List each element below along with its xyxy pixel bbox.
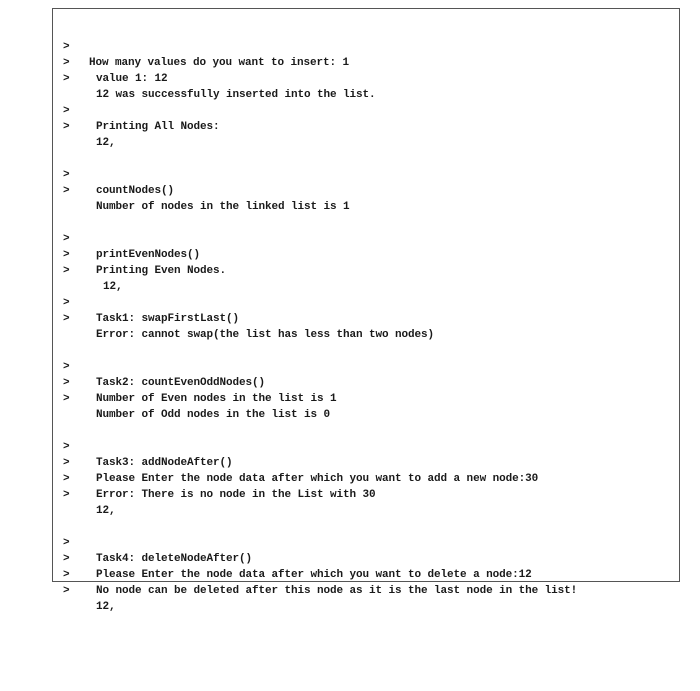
console-line-text: countNodes() (96, 185, 175, 197)
prompt-symbol: > (63, 297, 70, 309)
prompt-symbol: > (63, 489, 70, 501)
prompt-symbol: > (63, 105, 70, 117)
console-line (53, 247, 123, 293)
console-line-text: Error: There is no node in the List with 30 (96, 489, 376, 501)
console-line-text: 12, (103, 281, 123, 293)
prompt-symbol: > (63, 121, 70, 133)
prompt-symbol: > (63, 473, 70, 485)
prompt-symbol: > (63, 361, 70, 373)
prompt-symbol: > (63, 441, 70, 453)
prompt-symbol: > (63, 537, 70, 549)
console-line-text: value 1: 12 (96, 73, 168, 85)
prompt-symbol: > (63, 553, 70, 565)
console-line-text: Number of nodes in the linked list is 1 (96, 201, 350, 213)
console-line-text: 12 was successfully inserted into the list. (96, 89, 376, 101)
console-line (53, 567, 116, 613)
console-line (53, 215, 201, 261)
console-line-text: Number of Even nodes in the list is 1 (96, 393, 337, 405)
console-line-text: How many values do you want to insert: 1 (89, 57, 350, 69)
prompt-symbol: > (63, 569, 70, 581)
console-output-panel (52, 8, 680, 613)
console-line-text: Number of Odd nodes in the list is 0 (96, 409, 331, 421)
console-line (53, 23, 350, 69)
console-line-text: Task3: addNodeAfter() (96, 457, 233, 469)
prompt-symbol: > (63, 457, 70, 469)
prompt-symbol: > (63, 169, 70, 181)
console-line (53, 471, 116, 517)
console-line-text: Task2: countEvenOddNodes() (96, 377, 266, 389)
console-line-text: Printing Even Nodes. (96, 265, 227, 277)
console-line-text: Please Enter the node data after which you want to add a new node:30 (96, 473, 539, 485)
prompt-symbol: > (63, 185, 70, 197)
prompt-symbol: > (63, 377, 70, 389)
console-line (53, 39, 168, 85)
prompt-symbol: > (63, 73, 70, 85)
console-line (53, 519, 253, 565)
console-line-text: Error: cannot swap(the list has less than two nodes) (96, 329, 435, 341)
prompt-symbol: > (63, 585, 70, 597)
prompt-symbol: > (63, 41, 70, 53)
console-line (53, 103, 116, 149)
console-line-text: Printing All Nodes: (96, 121, 220, 133)
console-line-text: Task4: deleteNodeAfter() (96, 553, 253, 565)
console-line-text: printEvenNodes() (96, 249, 201, 261)
prompt-symbol: > (63, 57, 70, 69)
console-line-text: 12, (96, 505, 116, 517)
prompt-symbol: > (63, 249, 70, 261)
console-line-text: 12, (96, 601, 116, 613)
console-line (53, 151, 175, 197)
console-line-text: Task1: swapFirstLast() (96, 313, 240, 325)
prompt-symbol: > (63, 265, 70, 277)
console-line (53, 423, 233, 469)
prompt-symbol: > (63, 393, 70, 405)
console-line-text: 12, (96, 137, 116, 149)
prompt-symbol: > (63, 313, 70, 325)
console-line (53, 87, 220, 133)
prompt-symbol: > (63, 233, 70, 245)
console-line-text: Please Enter the node data after which you want to delete a node:12 (96, 569, 532, 581)
console-line-text: No node can be deleted after this node as it is the last node in the list! (96, 585, 578, 597)
console-line (53, 343, 266, 389)
